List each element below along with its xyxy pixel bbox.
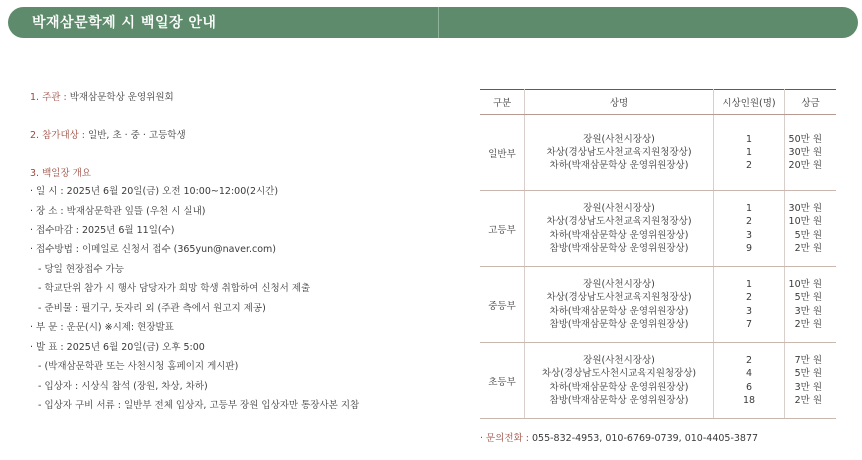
prize-line: 2만 원 <box>794 394 822 406</box>
prize-line: 10만 원 <box>788 216 822 228</box>
count-line: 2 <box>745 216 753 228</box>
prize-line: 3만 원 <box>794 305 822 317</box>
overview-item: · 접수방법 : 이메일로 신청서 접수 (365yun@naver.com) <box>30 244 277 255</box>
prize-line: 30만 원 <box>788 146 822 158</box>
overview-item: · 발 표 : 2025년 6월 20일(금) 오후 5:00 <box>30 342 205 353</box>
table-row <box>480 191 836 267</box>
contact-label: · 문의전화 : <box>480 433 529 444</box>
count-line: 3 <box>745 229 753 241</box>
overview-item: - 입상자 구비 서류 : 일반부 전체 입상자, 고등부 장원 입상자만 통장사본 지참 <box>38 400 360 411</box>
prize-line: 7만 원 <box>794 354 822 366</box>
target-value: 일반, 초 · 중 · 고등학생 <box>88 130 186 141</box>
prize-line: 20만 원 <box>788 160 822 172</box>
award-line: 장원(사천시장상) <box>583 354 655 366</box>
award-cell <box>525 343 714 419</box>
prize-cell <box>785 115 837 191</box>
award-line: 참방(박재삼문학상 운영위원장상) <box>549 318 689 330</box>
count-line: 2 <box>745 354 753 366</box>
award-line: 차하(박재삼문학상 운영위원장상) <box>549 160 689 172</box>
prize-line: 10만 원 <box>788 278 822 290</box>
table-row <box>480 267 836 343</box>
header-count: 시상인원(명) <box>714 90 785 115</box>
prize-cell <box>785 267 837 343</box>
prize-line: 5만 원 <box>794 292 822 304</box>
prize-table <box>480 89 836 419</box>
count-line: 9 <box>745 242 753 254</box>
award-line: 차하(박재삼문학상 운영위원장상) <box>549 381 689 393</box>
count-line: 1 <box>745 146 753 158</box>
prize-line: 5만 원 <box>794 229 822 241</box>
count-cell <box>714 115 785 191</box>
table-row <box>480 115 836 191</box>
contact-line <box>480 430 758 444</box>
prize-line: 50만 원 <box>788 133 822 145</box>
table-row <box>480 343 836 419</box>
division-cell: 고등부 <box>480 191 525 267</box>
prize-line: 30만 원 <box>788 202 822 214</box>
overview-item: - (박재삼문학관 또는 사천시청 홈페이지 게시판) <box>38 361 239 372</box>
division-cell: 초등부 <box>480 343 525 419</box>
overview-item: - 학교단위 참가 시 행사 담당자가 희망 학생 취합하여 신청서 제출 <box>38 283 311 294</box>
prize-line: 2만 원 <box>794 242 822 254</box>
award-line: 참방(박재삼문학상 운영위원장상) <box>549 394 689 406</box>
award-line: 차상(경상남도사천시교육지원청장상) <box>541 368 697 380</box>
target-label: 2. 참가대상 : <box>30 130 86 141</box>
overview-item: - 준비물 : 필기구, 돗자리 외 (주관 측에서 원고지 제공) <box>38 303 266 314</box>
award-line: 차하(박재삼문학상 운영위원장상) <box>549 229 689 241</box>
count-line: 7 <box>745 318 753 330</box>
overview-item: · 장 소 : 박재삼문학관 잎뜰 (우천 시 실내) <box>30 206 206 217</box>
overview-item: · 접수마감 : 2025년 6월 11일(수) <box>30 225 175 236</box>
header-award: 상명 <box>525 90 714 115</box>
count-line: 1 <box>745 133 753 145</box>
contact-value: 055-832-4953, 010-6769-0739, 010-4405-3877 <box>532 433 759 444</box>
count-cell <box>714 267 785 343</box>
count-line: 3 <box>745 305 753 317</box>
overview-item: · 부 문 : 운문(시) ※시제: 현장발표 <box>30 322 174 333</box>
award-cell <box>525 267 714 343</box>
award-line: 장원(사천시장상) <box>583 278 655 290</box>
award-line: 장원(사천시장상) <box>583 202 655 214</box>
award-line: 장원(사천시장상) <box>583 133 655 145</box>
overview-item: - 당일 현장접수 가능 <box>38 264 124 275</box>
overview-label: 3. 백일장 개요 <box>30 168 91 179</box>
award-line: 차하(박재삼문학상 운영위원장상) <box>549 305 689 317</box>
organizer-value: 박재삼문학상 운영위원회 <box>69 92 174 103</box>
organizer-line <box>30 89 174 103</box>
count-line: 4 <box>745 368 753 380</box>
division-cell: 중등부 <box>480 267 525 343</box>
award-cell <box>525 115 714 191</box>
banner-divider <box>438 7 439 38</box>
count-line: 6 <box>745 381 753 393</box>
table-header-row <box>480 90 836 115</box>
award-line: 참방(박재삼문학상 운영위원장상) <box>549 242 689 254</box>
prize-line: 2만 원 <box>794 318 822 330</box>
count-cell <box>714 343 785 419</box>
header-division: 구분 <box>480 90 525 115</box>
division-cell: 일반부 <box>480 115 525 191</box>
award-line: 차상(경상남도사천교육지원청장상) <box>546 216 692 228</box>
award-line: 차상(경상남도사천교육지원청장상) <box>546 146 692 158</box>
title-banner <box>8 7 858 38</box>
count-cell <box>714 191 785 267</box>
count-line: 1 <box>745 278 753 290</box>
prize-line: 3만 원 <box>794 381 822 393</box>
award-line: 차상(경상남도사천교육지원청장상) <box>546 292 692 304</box>
target-line <box>30 127 186 141</box>
header-prize: 상금 <box>785 90 837 115</box>
organizer-label: 1. 주관 : <box>30 92 67 103</box>
overview-item: · 일 시 : 2025년 6월 20일(금) 오전 10:00~12:00(2시간) <box>30 186 279 197</box>
count-line: 18 <box>742 394 756 406</box>
page-title: 박재삼문학제 시 백일장 안내 <box>32 15 217 31</box>
prize-line: 5만 원 <box>794 368 822 380</box>
count-line: 1 <box>745 202 753 214</box>
count-line: 2 <box>745 160 753 172</box>
count-line: 2 <box>745 292 753 304</box>
overview-heading <box>30 165 91 179</box>
prize-cell <box>785 343 837 419</box>
overview-item: - 입상자 : 시상식 참석 (장원, 차상, 차하) <box>38 381 208 392</box>
award-cell <box>525 191 714 267</box>
prize-cell <box>785 191 837 267</box>
